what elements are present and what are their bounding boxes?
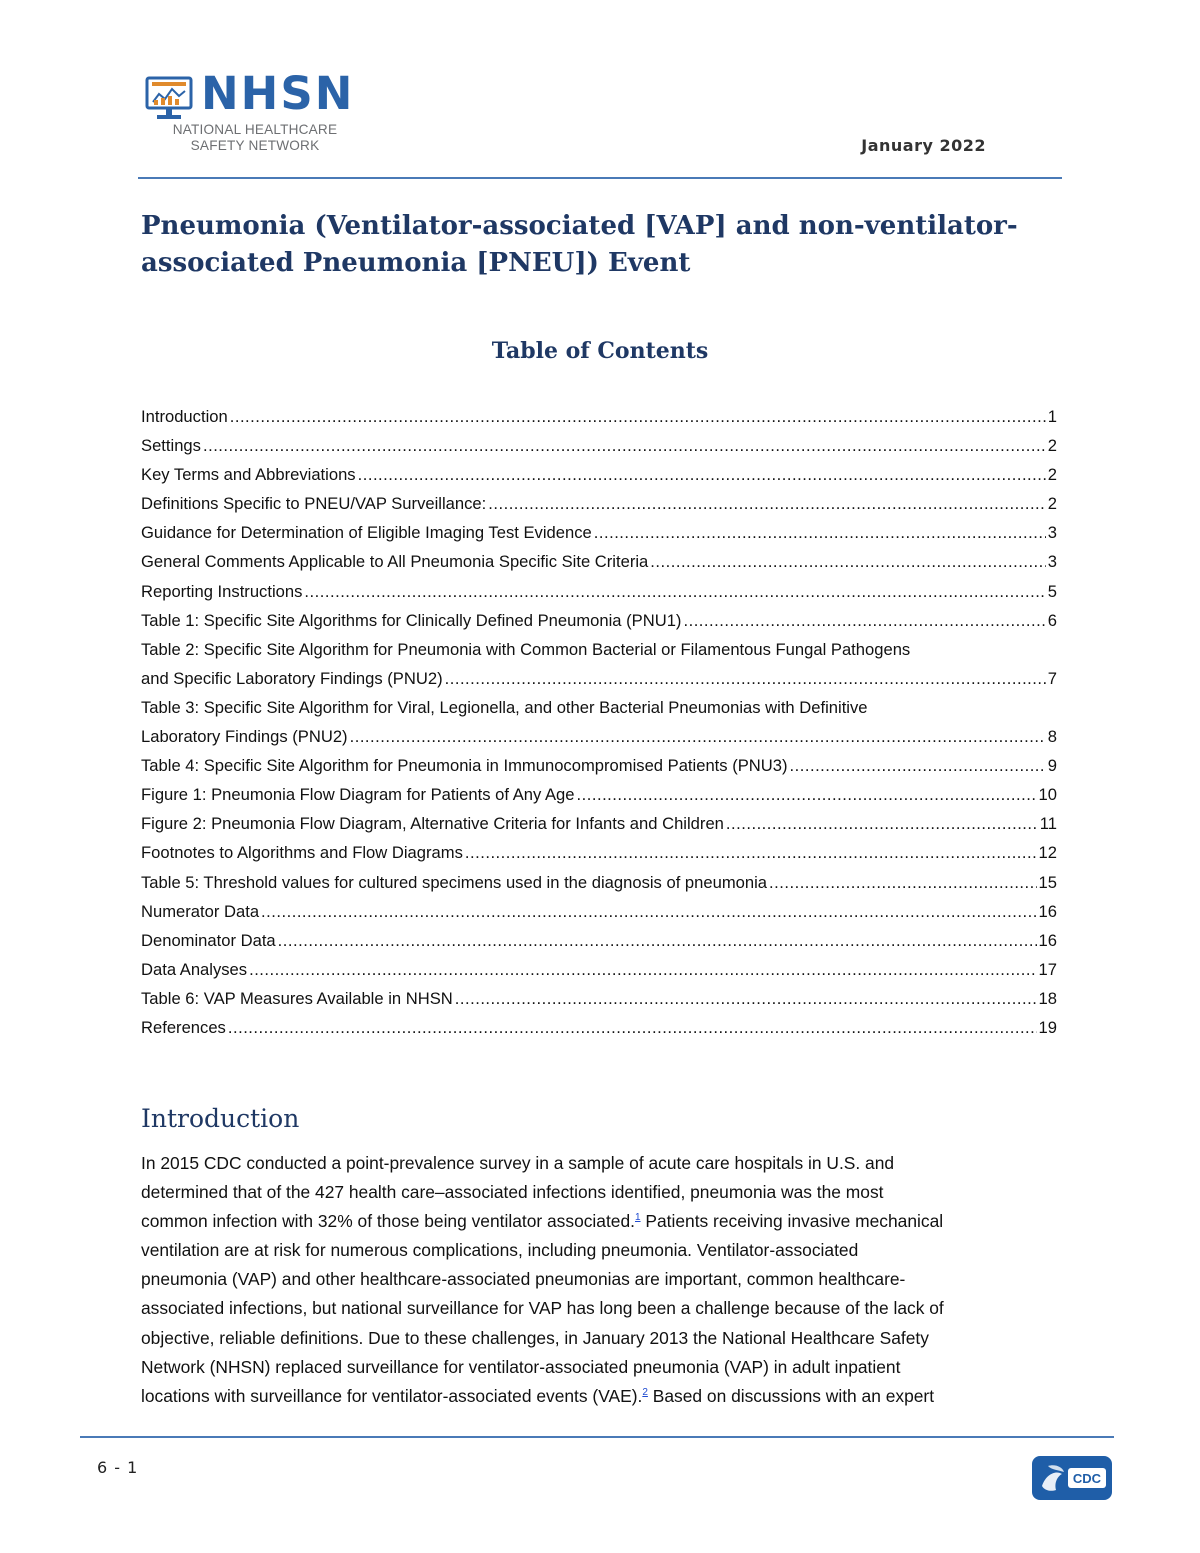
logo-subtitle [147,122,363,154]
toc-entry-page: 6 [1047,610,1057,630]
toc-leader [455,984,1037,1013]
intro-line-part: Patients receiving invasive mechanical [645,1211,944,1232]
document-date: January 2022 [861,136,986,155]
toc-entry-title: Introduction [141,407,228,426]
toc-entry-page: 15 [1038,872,1057,892]
toc-leader [790,751,1046,780]
toc-entry[interactable] [141,635,1057,693]
toc-entry[interactable] [141,984,1057,1013]
toc-entry-page: 12 [1038,843,1057,863]
footnote-ref-1[interactable]: 1 [634,1212,641,1224]
toc-leader [488,489,1046,518]
toc-entry-title: Figure 1: Pneumonia Flow Diagram for Patients of Any Age [141,785,575,805]
intro-line: determined that of the 427 health care–associated infections identified, pneumonia was the most [141,1182,884,1203]
toc-entry[interactable] [141,431,1057,460]
toc-entry[interactable] [141,606,1057,635]
toc-entry-title: Table 1: Specific Site Algorithms for Clinically Defined Pneumonia (PNU1) [141,610,682,630]
toc-entry-title: Table 5: Threshold values for cultured specimens used in the diagnosis of pneumonia [141,872,768,892]
logo-subtitle-line2: SAFETY NETWORK [190,138,320,153]
toc-entry[interactable] [141,1013,1057,1042]
logo-subtitle-line1: NATIONAL HEALTHCARE [172,122,338,137]
footer-divider [80,1436,1114,1438]
toc-entry[interactable] [141,547,1057,576]
toc-leader [278,926,1037,955]
monitor-chart-icon [145,76,193,122]
document-title [141,208,1061,282]
toc-entry[interactable] [141,489,1057,518]
toc-leader [445,664,1046,693]
toc-entry-title: Footnotes to Algorithms and Flow Diagrams [141,843,463,863]
toc-entry-title: Table 6: VAP Measures Available in NHSN [141,988,453,1008]
toc-entry-title: References [141,1017,226,1037]
toc-entry-title-line1: Table 2: Specific Site Algorithm for Pneumonia with Common Bacterial or Filamentous Fungal Pathogens [141,639,911,659]
cdc-logo [1032,1456,1112,1500]
toc-entry-line2 [141,664,1057,693]
toc-entry-title: Figure 2: Pneumonia Flow Diagram, Alternative Criteria for Infants and Children [141,814,724,834]
intro-line: In 2015 CDC conducted a point-prevalence survey in a sample of acute care hospitals in U.S. and [141,1153,895,1173]
toc-leader [249,955,1036,984]
table-of-contents [141,402,1057,1042]
toc-entry-page: 11 [1039,814,1057,834]
title-line-1: Pneumonia (Ventilator-associated [VAP] and non-ventilator- [141,211,1018,241]
toc-heading: Table of Contents [491,338,709,364]
toc-entry-title: Settings [141,436,201,456]
title-line-2: associated Pneumonia [PNEU]) Event [141,248,691,278]
toc-entry-page: 16 [1038,930,1057,950]
header-divider [138,177,1062,179]
toc-entry-page: 3 [1047,552,1057,572]
toc-entry[interactable] [141,693,1057,751]
intro-line-part: locations with surveillance for ventilator-associated events (VAE). [141,1385,643,1406]
toc-leader [683,606,1045,635]
toc-entry-page: 1 [1047,407,1057,426]
toc-leader [203,431,1046,460]
toc-entry-page: 2 [1047,465,1057,485]
toc-leader [261,897,1036,926]
toc-leader [594,518,1046,547]
intro-line-with-ref [141,1382,1061,1411]
toc-entry-page: 3 [1047,523,1057,543]
toc-entry-title-line2: Laboratory Findings (PNU2) [141,727,348,747]
toc-entry-page: 2 [1047,436,1057,456]
toc-entry[interactable] [141,518,1057,547]
toc-leader [650,547,1045,576]
toc-entry[interactable] [141,838,1057,867]
toc-entry[interactable] [141,780,1057,809]
toc-entry-title: Definitions Specific to PNEU/VAP Surveillance: [141,494,487,514]
page-number: 6 - 1 [97,1458,139,1477]
toc-entry[interactable] [141,402,1057,431]
toc-entry-title: Reporting Instructions [141,581,303,601]
toc-entry-page: 2 [1047,494,1057,514]
toc-leader [726,809,1038,838]
toc-leader [769,868,1037,897]
toc-entry-page: 8 [1047,727,1057,747]
toc-entry-title: Guidance for Determination of Eligible Imaging Test Evidence [141,523,592,543]
toc-leader [228,1013,1037,1042]
intro-line-part: Based on discussions with an expert [652,1385,935,1406]
introduction-heading: Introduction [141,1104,300,1133]
logo-wordmark: NHSN [201,67,355,120]
toc-entry-line2 [141,722,1057,751]
toc-entry-title: Data Analyses [141,959,248,979]
toc-entry-title: General Comments Applicable to All Pneumonia Specific Site Criteria [141,552,649,572]
toc-entry-page: 17 [1038,959,1057,979]
intro-line: objective, reliable definitions. Due to these challenges, in January 2013 the National Healthcare Safety [141,1327,929,1348]
intro-line: pneumonia (VAP) and other healthcare-associated pneumonias are important, common healthcare- [141,1269,906,1290]
toc-entry[interactable] [141,460,1057,489]
toc-entry-title-line1: Table 3: Specific Site Algorithm for Viral, Legionella, and other Bacterial Pneumonias with Definitive [141,697,868,717]
toc-leader [358,460,1046,489]
toc-entry-page: 5 [1047,581,1057,601]
toc-leader [304,577,1045,606]
toc-entry-page: 7 [1047,668,1057,688]
toc-entry[interactable] [141,897,1057,926]
toc-entry[interactable] [141,751,1057,780]
toc-entry[interactable] [141,955,1057,984]
toc-entry-page: 10 [1038,785,1057,805]
toc-entry[interactable] [141,868,1057,897]
toc-entry-title: Table 4: Specific Site Algorithm for Pneumonia in Immunocompromised Patients (PNU3) [141,756,788,776]
intro-line-with-ref [141,1207,1061,1236]
intro-line-part: common infection with 32% of those being ventilator associated. [141,1211,635,1232]
toc-leader [577,780,1037,809]
toc-entry-page: 9 [1047,756,1057,776]
intro-line: ventilation are at risk for numerous complications, including pneumonia. Ventilator-associated [141,1240,859,1261]
toc-leader [230,402,1046,431]
introduction-paragraph [141,1149,1061,1411]
footnote-ref-2[interactable]: 2 [642,1386,648,1398]
toc-entry[interactable] [141,809,1057,838]
toc-entry-page: 18 [1038,988,1057,1008]
nhsn-logo [143,67,373,158]
toc-entry[interactable] [141,577,1057,606]
intro-line: Network (NHSN) replaced surveillance for ventilator-associated pneumonia (VAP) in adult inpatient [141,1356,901,1377]
toc-entry-title: Denominator Data [141,930,276,950]
cdc-logo-text: CDC [1072,1471,1102,1486]
toc-entry-title: Key Terms and Abbreviations [141,465,356,485]
toc-leader [350,722,1046,751]
toc-entry-page: 19 [1038,1017,1057,1037]
toc-entry-title: Numerator Data [141,901,260,921]
toc-entry[interactable] [141,926,1057,955]
toc-entry-title-line2: and Specific Laboratory Findings (PNU2) [141,668,443,688]
toc-leader [465,838,1037,867]
toc-entry-page: 16 [1038,901,1057,921]
intro-line: associated infections, but national surveillance for VAP has long been a challenge because of the lack of [141,1298,944,1319]
